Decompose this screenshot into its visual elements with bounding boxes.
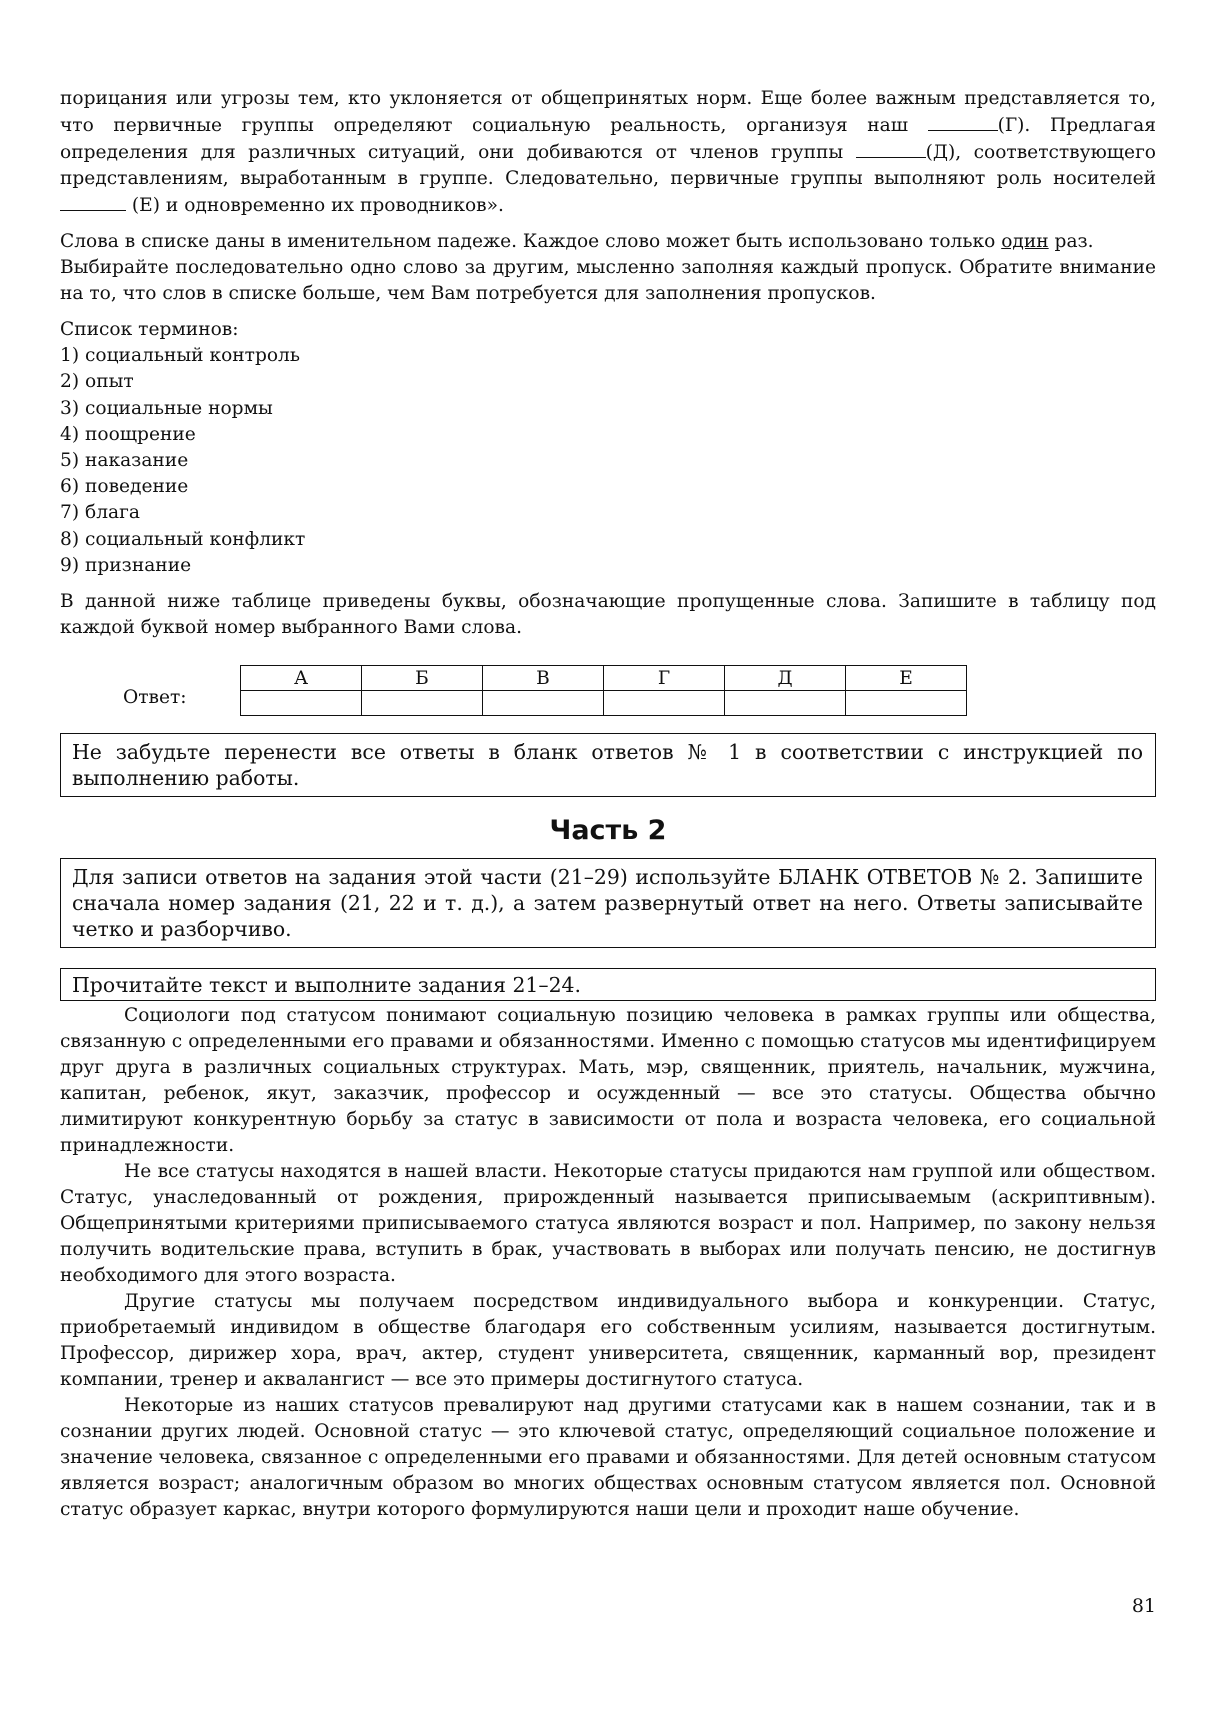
- answer-label: Ответ:: [123, 687, 187, 709]
- part-2-title: Часть 2: [549, 815, 667, 847]
- passage: [60, 1003, 1156, 1523]
- answer-letter-b: Б: [362, 666, 483, 691]
- list-item: 8) социальный конфликт: [60, 528, 306, 550]
- terms-heading: Список терминов:: [60, 319, 239, 340]
- answer-cell-b[interactable]: [362, 691, 483, 716]
- words-note-start: Слова в списке даны в именительном падеже. Каждое слово может быть использовано только: [60, 231, 1002, 252]
- part-2-instructions-box: Для записи ответов на задания этой части (21–29) используйте БЛАНК ОТВЕТОВ № 2. Запишите сначала номер задания (21, 22 и т. д.), а затем развернутый ответ на него. Ответы записывайте четко и разборчиво.: [60, 858, 1156, 948]
- task-box: Прочитайте текст и выполните задания 21–24.: [60, 968, 1156, 1001]
- page-content: [60, 86, 1156, 1523]
- blank-e: [60, 192, 126, 211]
- passage-paragraph: Социологи под статусом понимают социальную позицию человека в рамках группы или общества, связанную с определенными его правами и обязанностями. Именно с помощью статусов мы идентифицируем друг друга в различных социальных структурах. Мать, мэр, священник, приятель, начальник, мужчина, капитан, ребенок, якут, заказчик, профессор и осужденный — все это статусы. Общества обычно лимитируют конкурентную борьбу за статус в зависимости от пола и возраста человека, его социальной принадлежности.: [60, 1005, 1156, 1157]
- table-instruction: В данной ниже таблице приведены буквы, обозначающие пропущенные слова. Запишите в таблицу под каждой буквой номер выбранного Вами слова.: [60, 591, 1156, 639]
- page-number: 81: [1131, 1595, 1156, 1617]
- answer-letter-d: Д: [725, 666, 846, 691]
- answer-cell-d[interactable]: [725, 691, 846, 716]
- reminder-box: Не забудьте перенести все ответы в бланк ответов № 1 в соответствии с инструкцией по выполнению работы.: [60, 733, 1156, 797]
- answer-letter-g: Г: [604, 666, 725, 691]
- passage-paragraph: Другие статусы мы получаем посредством индивидуального выбора и конкуренции. Статус, приобретаемый индивидом в обществе благодаря его собственным усилиям, называется достигнутым. Профессор, дирижер хора, врач, актер, студент университета, священник, карманный вор, президент компании, тренер и аквалангист — все это примеры достигнутого статуса.: [60, 1291, 1156, 1391]
- intro-d-text: (Д), соответствующего представлениям, выработанным в группе. Следовательно, первичные группы выполняют роль носителей: [60, 142, 1156, 189]
- answer-letters-row: [241, 666, 967, 691]
- blank-g: [928, 112, 998, 131]
- answer-table: [240, 665, 967, 716]
- intro-e-text: (Е) и одновременно их проводников».: [126, 195, 504, 216]
- answer-section: [60, 665, 1156, 723]
- answer-cell-v[interactable]: [483, 691, 604, 716]
- list-item: 7) блага: [60, 502, 140, 524]
- answer-cell-a[interactable]: [241, 691, 362, 716]
- select-note: Выбирайте последовательно одно слово за другим, мысленно заполняя каждый пропуск. Обратите внимание на то, что слов в списке больше, чем Вам потребуется для заполнения пропусков.: [60, 257, 1156, 304]
- answer-values-row: [241, 691, 967, 716]
- list-item: 5) наказание: [60, 450, 189, 472]
- list-item: 4) поощрение: [60, 423, 196, 445]
- list-item: 6) поведение: [60, 476, 189, 498]
- list-item: 3) социальные нормы: [60, 397, 273, 419]
- words-note: [60, 229, 1156, 255]
- list-item: 9) признание: [60, 554, 192, 576]
- intro-g-text: (Г). Предлагая определения для различных ситуаций, они добиваются от членов группы: [60, 115, 1156, 163]
- answer-letter-e: Е: [846, 666, 967, 691]
- passage-paragraph: Не все статусы находятся в нашей власти. Некоторые статусы придаются нам группой или обществом. Статус, унаследованный от рождения, прирожденный называется приписываемым (аскриптивным). Общепринятыми критериями приписываемого статуса являются возраст и пол. Например, по закону нельзя получить водительские права, вступить в брак, участвовать в выборах или получать пенсию, не достигнув необходимого для этого возраста.: [60, 1161, 1156, 1287]
- answer-letter-a: А: [241, 666, 362, 691]
- intro-paragraph: [60, 86, 1156, 219]
- intro-line-1: порицания или угрозы тем, кто уклоняется от общепринятых норм. Еще более важным представляется то, что первичные группы определяют социальную реальность, организуя наш: [60, 88, 1156, 136]
- words-note-end: раз.: [1048, 231, 1094, 252]
- list-item: 2) опыт: [60, 371, 134, 393]
- list-item: 1) социальный контроль: [60, 345, 300, 367]
- terms-list: [60, 317, 1156, 579]
- answer-letter-v: В: [483, 666, 604, 691]
- answer-cell-g[interactable]: [604, 691, 725, 716]
- blank-d: [856, 139, 926, 158]
- passage-paragraph: Некоторые из наших статусов превалируют над другими статусами как в нашем сознании, так и в сознании других людей. Основной статус — это ключевой статус, определяющий социальное положение и значение человека, связанное с определенными его правами и обязанностями. Для детей основным статусом является возраст; аналогичным образом во многих обществах основным статусом является пол. Основной статус образует каркас, внутри которого формулируются наши цели и проходит наше обучение.: [60, 1395, 1156, 1521]
- words-note-underlined: один: [1001, 231, 1049, 252]
- answer-cell-e[interactable]: [846, 691, 967, 716]
